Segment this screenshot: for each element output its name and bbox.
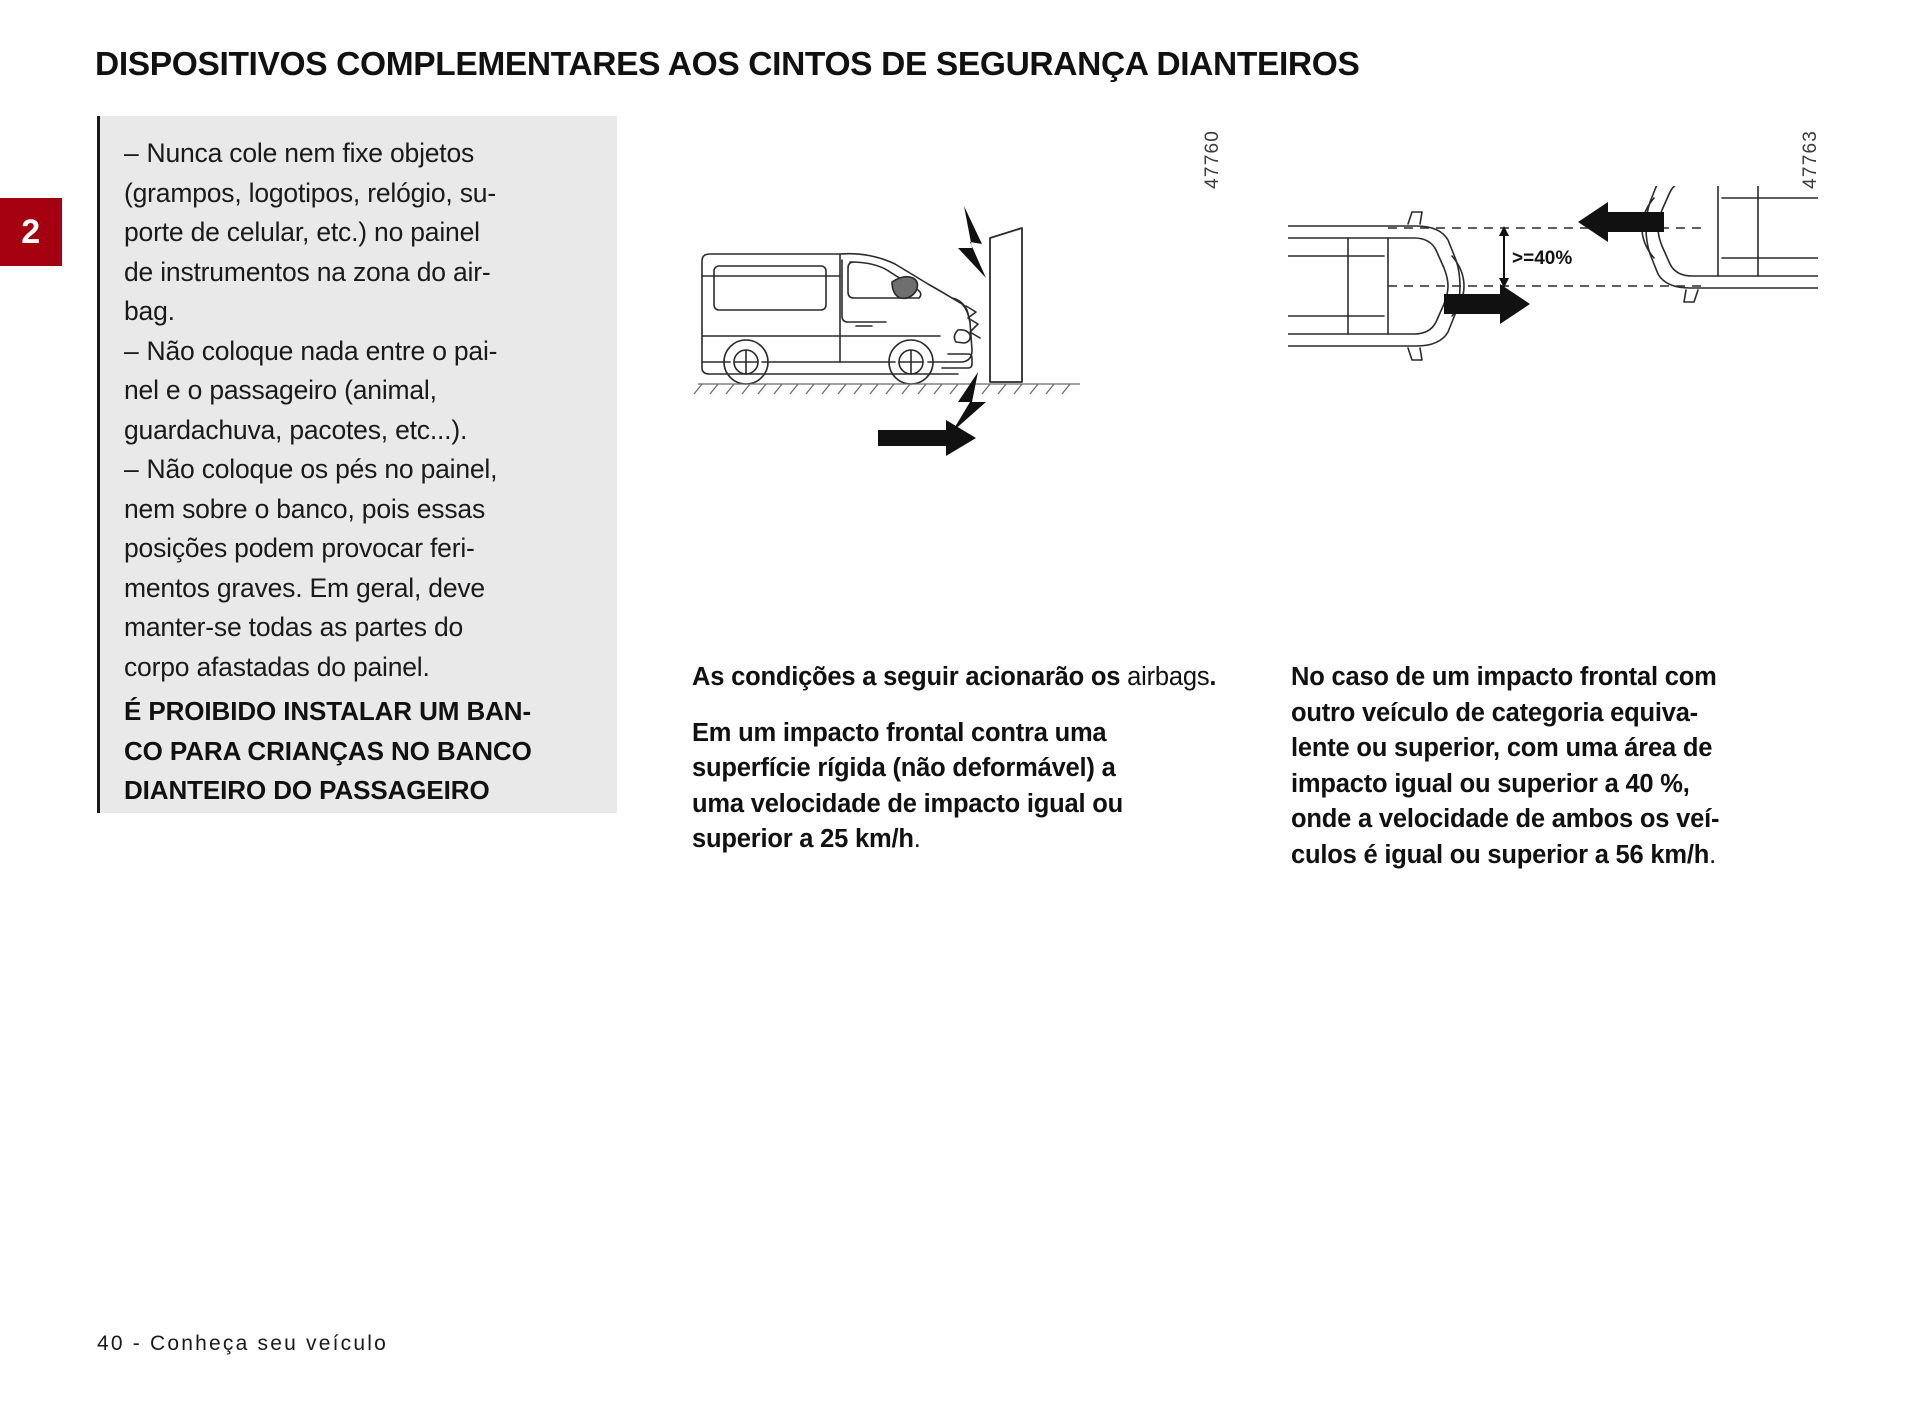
page-footer: 40 - Conheça seu veículo [97, 1332, 388, 1355]
middle-column-text [692, 660, 1222, 880]
warning-emphasis-line-2: CO PARA CRIANÇAS NO BANCO [124, 735, 532, 766]
two-vehicle-overlap-impact-illustration [1288, 186, 1818, 486]
figure-reference-number: 47763 [1800, 130, 1821, 189]
warning-bullet-1-line-1: Nunca cole nem fixe objetos [146, 138, 475, 168]
middle-paragraph-1-bold: As condições a seguir acionarão os [692, 663, 1121, 691]
warning-bullet-3-line-2: nem sobre o banco, pois essas [124, 493, 485, 524]
middle-paragraph-2-line-3: uma velocidade de impacto igual ou [692, 789, 1124, 818]
warning-bullet-1-line-2: (grampos, logotipos, relógio, su- [124, 177, 496, 208]
direction-arrow-icon [878, 420, 976, 456]
van-frontal-impact-illustration [690, 186, 1220, 486]
warning-emphasis-line-1: É PROIBIDO INSTALAR UM BAN- [124, 696, 532, 726]
warning-bullet-3-line-1: Não coloque os pés no painel, [146, 454, 498, 484]
right-paragraph [1291, 660, 1821, 873]
right-paragraph-line-5: onde a velocidade de ambos os veí- [1291, 805, 1720, 833]
warning-emphasis-text [124, 687, 591, 811]
overlap-percentage-label: >=40% [1512, 248, 1573, 269]
middle-paragraph-1-tail: . [1209, 663, 1217, 691]
right-paragraph-line-4: impacto igual ou superior a 40 %, [1291, 769, 1690, 798]
bullet-dash-icon: – [124, 454, 139, 484]
chapter-number-tab [0, 198, 62, 266]
warning-bullet-3-line-6: corpo afastadas do painel. [124, 651, 430, 682]
right-paragraph-line-6: culos é igual ou superior a 56 km/h [1291, 840, 1710, 869]
figure-reference-number: 47760 [1202, 130, 1223, 189]
middle-paragraph-2-line-4: superior a 25 km/h [692, 825, 914, 853]
warning-bullet-1-line-3: porte de celular, etc.) no painel [124, 217, 480, 247]
page-title: DISPOSITIVOS COMPLEMENTARES AOS CINTOS DE SEGURANÇA DIANTEIROS [95, 46, 1360, 83]
bullet-dash-icon: – [124, 138, 139, 168]
warning-bullet-2 [124, 332, 591, 451]
middle-paragraph-2-tail: . [913, 825, 921, 853]
right-paragraph-line-3: lente ou superior, com uma área de [1291, 734, 1713, 762]
right-vehicle-direction-arrow-icon [1578, 202, 1664, 242]
warning-bullet-3-line-5: manter-se todas as partes do [124, 612, 464, 642]
right-figure-container [1288, 116, 1848, 536]
middle-paragraph-1 [692, 660, 1222, 696]
overlap-dimension-indicator [1499, 226, 1509, 288]
middle-figure-container [690, 116, 1250, 536]
right-paragraph-line-1: No caso de um impacto frontal com [1291, 663, 1717, 691]
warning-bullet-2-line-3: guardachuva, pacotes, etc...). [124, 414, 468, 445]
warning-bullet-1 [124, 134, 591, 332]
warning-bullet-2-line-1: Não coloque nada entre o pai- [146, 335, 498, 366]
bullet-dash-icon: – [124, 335, 139, 366]
warning-box [97, 116, 617, 813]
warning-bullet-3 [124, 450, 591, 687]
middle-paragraph-2 [692, 716, 1222, 858]
middle-paragraph-2-line-2: superfície rígida (não deformável) a [692, 754, 1116, 782]
warning-bullet-1-line-4: de instrumentos na zona do air- [124, 256, 491, 287]
right-paragraph-tail: . [1709, 840, 1717, 869]
right-paragraph-line-2: outro veículo de categoria equiva- [1291, 698, 1698, 727]
right-column-text [1291, 660, 1821, 895]
chapter-number-label: 2 [21, 212, 41, 251]
warning-emphasis-line-3: DIANTEIRO DO PASSAGEIRO [124, 775, 490, 805]
warning-bullet-3-line-4: mentos graves. Em geral, deve [124, 572, 485, 603]
middle-paragraph-2-line-1: Em um impacto frontal contra uma [692, 718, 1107, 747]
warning-bullet-1-line-5: bag. [124, 296, 175, 326]
left-vehicle-direction-arrow-icon [1444, 284, 1530, 324]
middle-paragraph-1-regular: airbags [1127, 663, 1210, 691]
warning-box-content [100, 116, 617, 821]
warning-bullet-2-line-2: nel e o passageiro (animal, [124, 375, 437, 405]
warning-bullet-3-line-3: posições podem provocar feri- [124, 533, 475, 563]
